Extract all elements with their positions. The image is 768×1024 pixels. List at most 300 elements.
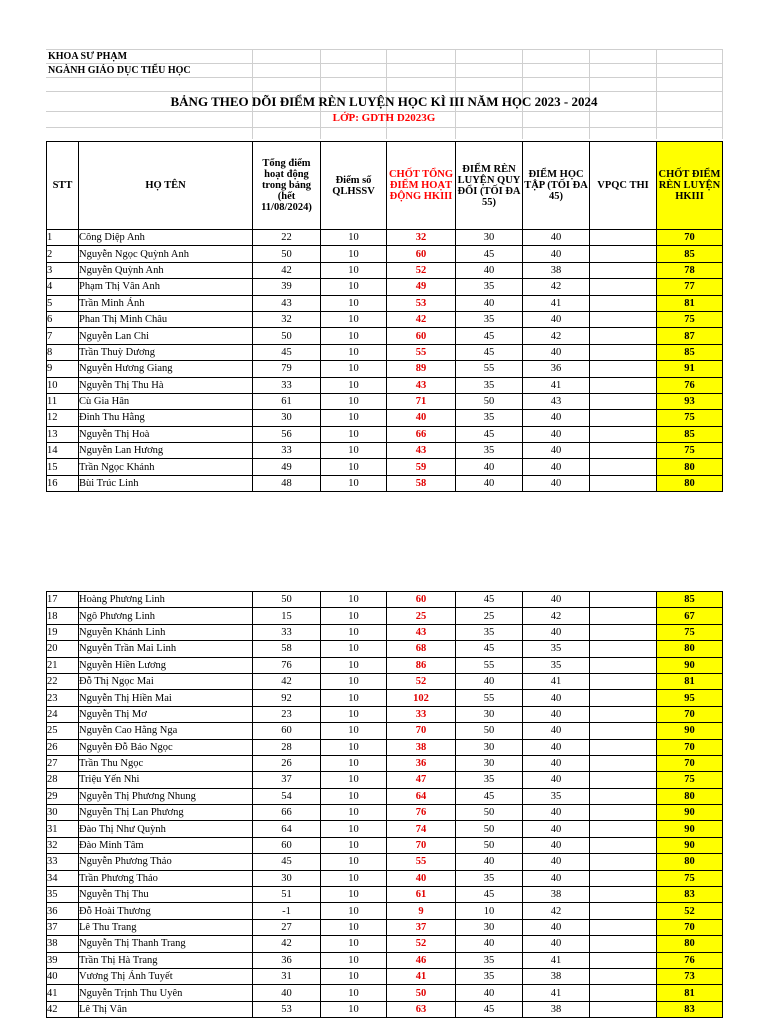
col-header-final-activity: CHỐT TỔNG ĐIỂM HOẠT ĐỘNG HKIII	[387, 142, 456, 230]
cell-study: 40	[523, 755, 590, 771]
cell-vpqc	[590, 230, 657, 246]
cell-final-activity: 86	[387, 657, 456, 673]
cell-activity-total: 33	[253, 624, 321, 640]
cell-stt: 28	[47, 772, 79, 788]
cell-final-conduct: 83	[657, 1001, 723, 1017]
cell-activity-total: 60	[253, 723, 321, 739]
cell-vpqc	[590, 887, 657, 903]
cell-final-activity: 43	[387, 624, 456, 640]
cell-study: 40	[523, 837, 590, 853]
cell-name: Nguyễn Trịnh Thu Uyên	[79, 985, 253, 1001]
table-row	[47, 410, 723, 426]
cell-converted: 40	[456, 459, 523, 475]
cell-final-conduct: 85	[657, 426, 723, 442]
cell-final-conduct: 91	[657, 361, 723, 377]
cell-converted: 45	[456, 344, 523, 360]
cell-activity-total: 23	[253, 706, 321, 722]
cell-qlhssv: 10	[321, 279, 387, 295]
col-header-activity-total: Tổng điểm hoạt động trong bảng (hết 11/08/2024)	[253, 142, 321, 230]
cell-vpqc	[590, 328, 657, 344]
table-row	[47, 919, 723, 935]
cell-final-conduct: 77	[657, 279, 723, 295]
cell-converted: 50	[456, 837, 523, 853]
cell-name: Lê Thu Trang	[79, 919, 253, 935]
cell-stt: 39	[47, 952, 79, 968]
cell-final-activity: 60	[387, 328, 456, 344]
col-header-vpqc: VPQC THI	[590, 142, 657, 230]
table-row	[47, 837, 723, 853]
cell-final-conduct: 81	[657, 295, 723, 311]
cell-final-conduct: 75	[657, 443, 723, 459]
cell-study: 43	[523, 393, 590, 409]
cell-stt: 14	[47, 443, 79, 459]
cell-study: 41	[523, 985, 590, 1001]
cell-name: Nguyễn Thị Thanh Trang	[79, 936, 253, 952]
cell-stt: 9	[47, 361, 79, 377]
cell-qlhssv: 10	[321, 837, 387, 853]
cell-vpqc	[590, 592, 657, 608]
cell-study: 40	[523, 919, 590, 935]
cell-study: 40	[523, 936, 590, 952]
conduct-table-part2	[46, 591, 723, 1018]
table-row	[47, 311, 723, 327]
cell-stt: 13	[47, 426, 79, 442]
cell-qlhssv: 10	[321, 690, 387, 706]
cell-qlhssv: 10	[321, 968, 387, 984]
cell-qlhssv: 10	[321, 246, 387, 262]
cell-converted: 40	[456, 985, 523, 1001]
cell-activity-total: 30	[253, 410, 321, 426]
cell-qlhssv: 10	[321, 328, 387, 344]
cell-final-activity: 37	[387, 919, 456, 935]
cell-converted: 35	[456, 377, 523, 393]
cell-final-activity: 61	[387, 887, 456, 903]
cell-study: 42	[523, 328, 590, 344]
cell-name: Trần Thu Ngọc	[79, 755, 253, 771]
cell-vpqc	[590, 739, 657, 755]
cell-name: Phạm Thị Vân Anh	[79, 279, 253, 295]
cell-qlhssv: 10	[321, 903, 387, 919]
gridline	[46, 63, 722, 64]
cell-vpqc	[590, 805, 657, 821]
cell-activity-total: 42	[253, 262, 321, 278]
cell-final-conduct: 70	[657, 230, 723, 246]
cell-final-activity: 41	[387, 968, 456, 984]
cell-activity-total: 45	[253, 854, 321, 870]
cell-qlhssv: 10	[321, 805, 387, 821]
cell-stt: 38	[47, 936, 79, 952]
cell-vpqc	[590, 475, 657, 491]
cell-vpqc	[590, 262, 657, 278]
cell-final-activity: 70	[387, 837, 456, 853]
table-row	[47, 772, 723, 788]
cell-activity-total: 43	[253, 295, 321, 311]
cell-stt: 27	[47, 755, 79, 771]
table-row	[47, 936, 723, 952]
cell-final-activity: 36	[387, 755, 456, 771]
cell-vpqc	[590, 903, 657, 919]
cell-study: 38	[523, 968, 590, 984]
cell-study: 41	[523, 952, 590, 968]
cell-converted: 50	[456, 805, 523, 821]
table-row	[47, 985, 723, 1001]
cell-activity-total: 33	[253, 443, 321, 459]
cell-final-conduct: 80	[657, 854, 723, 870]
cell-name: Trần Thuỳ Dương	[79, 344, 253, 360]
cell-stt: 42	[47, 1001, 79, 1017]
cell-qlhssv: 10	[321, 361, 387, 377]
cell-qlhssv: 10	[321, 608, 387, 624]
cell-qlhssv: 10	[321, 870, 387, 886]
cell-study: 40	[523, 870, 590, 886]
cell-qlhssv: 10	[321, 706, 387, 722]
cell-vpqc	[590, 837, 657, 853]
cell-name: Triệu Yến Nhi	[79, 772, 253, 788]
table-row	[47, 821, 723, 837]
cell-study: 41	[523, 295, 590, 311]
cell-final-activity: 64	[387, 788, 456, 804]
cell-final-activity: 52	[387, 262, 456, 278]
cell-activity-total: 50	[253, 246, 321, 262]
cell-qlhssv: 10	[321, 821, 387, 837]
col-header-final-conduct: CHỐT ĐIỂM RÈN LUYỆN HKIII	[657, 142, 723, 230]
cell-stt: 23	[47, 690, 79, 706]
cell-final-activity: 32	[387, 230, 456, 246]
cell-final-conduct: 70	[657, 739, 723, 755]
cell-final-activity: 63	[387, 1001, 456, 1017]
cell-final-activity: 70	[387, 723, 456, 739]
cell-vpqc	[590, 344, 657, 360]
cell-activity-total: 26	[253, 755, 321, 771]
cell-final-conduct: 90	[657, 723, 723, 739]
cell-activity-total: 32	[253, 311, 321, 327]
cell-qlhssv: 10	[321, 772, 387, 788]
cell-final-conduct: 75	[657, 311, 723, 327]
table-row	[47, 361, 723, 377]
cell-vpqc	[590, 426, 657, 442]
cell-stt: 18	[47, 608, 79, 624]
cell-study: 40	[523, 723, 590, 739]
cell-name: Nguyễn Khánh Linh	[79, 624, 253, 640]
col-header-qlhssv: Điểm số QLHSSV	[321, 142, 387, 230]
cell-vpqc	[590, 772, 657, 788]
cell-activity-total: 50	[253, 328, 321, 344]
cell-name: Đinh Thu Hằng	[79, 410, 253, 426]
cell-qlhssv: 10	[321, 985, 387, 1001]
cell-name: Cù Gia Hân	[79, 393, 253, 409]
cell-qlhssv: 10	[321, 673, 387, 689]
cell-converted: 55	[456, 361, 523, 377]
cell-final-conduct: 76	[657, 952, 723, 968]
cell-converted: 45	[456, 328, 523, 344]
cell-name: Trần Phương Thảo	[79, 870, 253, 886]
cell-converted: 25	[456, 608, 523, 624]
cell-name: Nguyễn Thị Thu Hà	[79, 377, 253, 393]
cell-final-conduct: 83	[657, 887, 723, 903]
cell-qlhssv: 10	[321, 475, 387, 491]
cell-converted: 45	[456, 641, 523, 657]
table-row	[47, 690, 723, 706]
cell-name: Hoàng Phương Linh	[79, 592, 253, 608]
cell-name: Nguyễn Thị Lan Phương	[79, 805, 253, 821]
cell-activity-total: 76	[253, 657, 321, 673]
cell-study: 40	[523, 426, 590, 442]
cell-converted: 35	[456, 772, 523, 788]
cell-activity-total: 64	[253, 821, 321, 837]
table-header-row	[47, 142, 723, 230]
cell-activity-total: 30	[253, 870, 321, 886]
cell-name: Đỗ Hoài Thương	[79, 903, 253, 919]
cell-study: 40	[523, 475, 590, 491]
cell-final-conduct: 70	[657, 919, 723, 935]
cell-activity-total: 37	[253, 772, 321, 788]
cell-final-activity: 25	[387, 608, 456, 624]
cell-qlhssv: 10	[321, 443, 387, 459]
cell-vpqc	[590, 821, 657, 837]
cell-vpqc	[590, 641, 657, 657]
cell-final-conduct: 80	[657, 459, 723, 475]
cell-converted: 40	[456, 673, 523, 689]
cell-final-conduct: 75	[657, 624, 723, 640]
table-row	[47, 262, 723, 278]
cell-name: Nguyễn Thị Phương Nhung	[79, 788, 253, 804]
cell-study: 40	[523, 805, 590, 821]
cell-final-activity: 74	[387, 821, 456, 837]
cell-vpqc	[590, 870, 657, 886]
cell-name: Vương Thị Ánh Tuyết	[79, 968, 253, 984]
cell-final-activity: 52	[387, 673, 456, 689]
cell-converted: 35	[456, 968, 523, 984]
cell-qlhssv: 10	[321, 657, 387, 673]
cell-study: 40	[523, 459, 590, 475]
cell-vpqc	[590, 608, 657, 624]
cell-name: Ngô Phương Linh	[79, 608, 253, 624]
cell-name: Đỗ Thị Ngọc Mai	[79, 673, 253, 689]
cell-stt: 29	[47, 788, 79, 804]
cell-final-activity: 68	[387, 641, 456, 657]
cell-activity-total: 22	[253, 230, 321, 246]
cell-vpqc	[590, 690, 657, 706]
table-row	[47, 805, 723, 821]
cell-final-activity: 102	[387, 690, 456, 706]
col-header-name: HỌ TÊN	[79, 142, 253, 230]
col-header-converted: ĐIỂM RÈN LUYỆN QUY ĐỔI (TỐI ĐA 55)	[456, 142, 523, 230]
cell-name: Nguyễn Ngọc Quỳnh Anh	[79, 246, 253, 262]
table-row	[47, 641, 723, 657]
cell-converted: 40	[456, 936, 523, 952]
cell-final-conduct: 85	[657, 246, 723, 262]
cell-vpqc	[590, 279, 657, 295]
cell-vpqc	[590, 410, 657, 426]
cell-stt: 20	[47, 641, 79, 657]
cell-final-conduct: 67	[657, 608, 723, 624]
cell-stt: 40	[47, 968, 79, 984]
table-row	[47, 673, 723, 689]
cell-qlhssv: 10	[321, 1001, 387, 1017]
cell-qlhssv: 10	[321, 723, 387, 739]
cell-final-conduct: 80	[657, 641, 723, 657]
cell-study: 40	[523, 690, 590, 706]
cell-qlhssv: 10	[321, 739, 387, 755]
cell-study: 40	[523, 739, 590, 755]
cell-stt: 22	[47, 673, 79, 689]
table-row	[47, 443, 723, 459]
cell-stt: 6	[47, 311, 79, 327]
cell-final-conduct: 75	[657, 870, 723, 886]
cell-stt: 30	[47, 805, 79, 821]
conduct-table-part1	[46, 141, 723, 492]
cell-final-conduct: 95	[657, 690, 723, 706]
cell-activity-total: 49	[253, 459, 321, 475]
cell-final-conduct: 93	[657, 393, 723, 409]
cell-activity-total: 51	[253, 887, 321, 903]
cell-name: Bùi Trúc Linh	[79, 475, 253, 491]
table-row	[47, 952, 723, 968]
cell-final-conduct: 81	[657, 673, 723, 689]
table-row	[47, 968, 723, 984]
cell-study: 38	[523, 887, 590, 903]
cell-stt: 8	[47, 344, 79, 360]
cell-study: 41	[523, 673, 590, 689]
cell-study: 40	[523, 230, 590, 246]
cell-final-conduct: 70	[657, 706, 723, 722]
cell-converted: 35	[456, 279, 523, 295]
cell-converted: 45	[456, 592, 523, 608]
department-name: NGÀNH GIÁO DỤC TIỂU HỌC	[48, 65, 191, 76]
table-row	[47, 870, 723, 886]
table-row	[47, 377, 723, 393]
cell-name: Nguyễn Đỗ Bảo Ngọc	[79, 739, 253, 755]
cell-qlhssv: 10	[321, 230, 387, 246]
gridline	[46, 91, 722, 92]
cell-final-conduct: 75	[657, 410, 723, 426]
cell-study: 42	[523, 608, 590, 624]
cell-final-activity: 38	[387, 739, 456, 755]
cell-converted: 35	[456, 311, 523, 327]
cell-stt: 35	[47, 887, 79, 903]
cell-stt: 33	[47, 854, 79, 870]
cell-converted: 40	[456, 854, 523, 870]
cell-final-conduct: 70	[657, 755, 723, 771]
cell-converted: 45	[456, 887, 523, 903]
cell-vpqc	[590, 295, 657, 311]
page-title: BẢNG THEO DÕI ĐIỂM RÈN LUYỆN HỌC KÌ III NĂM HỌC 2023 - 2024	[170, 94, 598, 109]
cell-vpqc	[590, 459, 657, 475]
cell-vpqc	[590, 968, 657, 984]
table-row	[47, 624, 723, 640]
cell-name: Công Diệp Anh	[79, 230, 253, 246]
cell-final-conduct: 87	[657, 328, 723, 344]
cell-study: 40	[523, 443, 590, 459]
cell-converted: 50	[456, 723, 523, 739]
cell-final-conduct: 90	[657, 805, 723, 821]
cell-stt: 11	[47, 393, 79, 409]
cell-activity-total: 92	[253, 690, 321, 706]
cell-final-activity: 58	[387, 475, 456, 491]
cell-activity-total: 33	[253, 377, 321, 393]
cell-final-conduct: 78	[657, 262, 723, 278]
cell-study: 38	[523, 262, 590, 278]
cell-vpqc	[590, 952, 657, 968]
cell-converted: 45	[456, 788, 523, 804]
cell-qlhssv: 10	[321, 377, 387, 393]
cell-final-activity: 40	[387, 410, 456, 426]
cell-activity-total: 40	[253, 985, 321, 1001]
cell-final-conduct: 80	[657, 788, 723, 804]
cell-final-activity: 42	[387, 311, 456, 327]
cell-stt: 16	[47, 475, 79, 491]
cell-vpqc	[590, 854, 657, 870]
cell-study: 40	[523, 311, 590, 327]
cell-name: Lê Thị Vân	[79, 1001, 253, 1017]
cell-final-activity: 9	[387, 903, 456, 919]
cell-final-activity: 89	[387, 361, 456, 377]
cell-study: 40	[523, 821, 590, 837]
cell-study: 35	[523, 788, 590, 804]
gridline	[46, 77, 722, 78]
cell-stt: 15	[47, 459, 79, 475]
cell-stt: 26	[47, 739, 79, 755]
cell-final-activity: 53	[387, 295, 456, 311]
cell-study: 38	[523, 1001, 590, 1017]
table-row	[47, 723, 723, 739]
cell-vpqc	[590, 311, 657, 327]
class-label: LỚP: GDTH D2023G	[332, 112, 436, 124]
cell-name: Nguyễn Lan Chi	[79, 328, 253, 344]
cell-vpqc	[590, 706, 657, 722]
cell-vpqc	[590, 657, 657, 673]
cell-final-conduct: 85	[657, 344, 723, 360]
cell-converted: 55	[456, 690, 523, 706]
table-row	[47, 755, 723, 771]
cell-vpqc	[590, 443, 657, 459]
cell-activity-total: 27	[253, 919, 321, 935]
cell-study: 42	[523, 279, 590, 295]
cell-converted: 40	[456, 262, 523, 278]
cell-final-conduct: 90	[657, 837, 723, 853]
table-row	[47, 592, 723, 608]
cell-name: Trần Thị Hà Trang	[79, 952, 253, 968]
cell-study: 40	[523, 624, 590, 640]
cell-qlhssv: 10	[321, 936, 387, 952]
cell-vpqc	[590, 246, 657, 262]
cell-vpqc	[590, 377, 657, 393]
cell-qlhssv: 10	[321, 641, 387, 657]
faculty-name: KHOA SƯ PHẠM	[48, 51, 128, 62]
cell-converted: 10	[456, 903, 523, 919]
cell-final-conduct: 81	[657, 985, 723, 1001]
cell-final-conduct: 73	[657, 968, 723, 984]
gridline	[722, 49, 723, 139]
table-row	[47, 295, 723, 311]
cell-final-activity: 71	[387, 393, 456, 409]
cell-activity-total: 58	[253, 641, 321, 657]
cell-stt: 7	[47, 328, 79, 344]
cell-name: Nguyễn Trần Mai Linh	[79, 641, 253, 657]
cell-final-activity: 76	[387, 805, 456, 821]
cell-study: 40	[523, 592, 590, 608]
cell-name: Nguyễn Quỳnh Anh	[79, 262, 253, 278]
cell-study: 42	[523, 903, 590, 919]
cell-final-activity: 55	[387, 854, 456, 870]
table-row	[47, 475, 723, 491]
table-row	[47, 279, 723, 295]
cell-converted: 30	[456, 755, 523, 771]
cell-converted: 30	[456, 706, 523, 722]
cell-final-activity: 43	[387, 443, 456, 459]
table-row	[47, 706, 723, 722]
cell-stt: 5	[47, 295, 79, 311]
